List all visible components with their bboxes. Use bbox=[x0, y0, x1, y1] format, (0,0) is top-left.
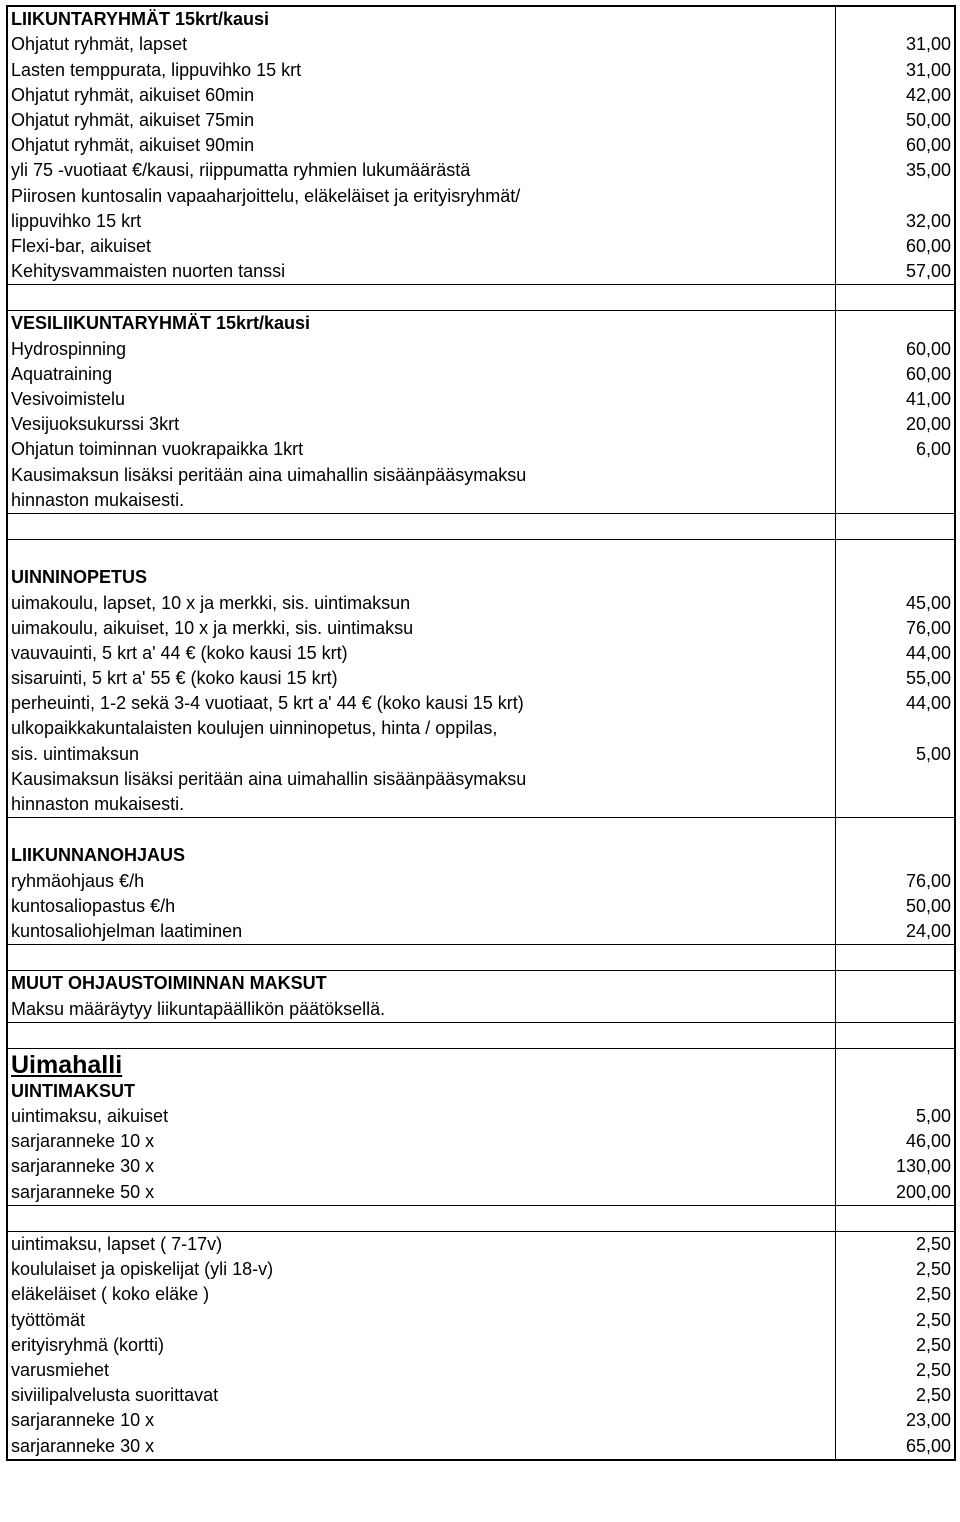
table-row bbox=[7, 83, 955, 108]
item-price bbox=[835, 944, 955, 970]
item-description: Vesivoimistelu bbox=[7, 387, 835, 412]
item-description: uintimaksu, lapset ( 7-17v) bbox=[7, 1231, 835, 1257]
item-description bbox=[7, 513, 835, 539]
item-price: 46,00 bbox=[905, 1131, 951, 1152]
section-heading: LIIKUNTARYHMÄT 15krt/kausi bbox=[7, 6, 835, 32]
table-row bbox=[7, 590, 955, 615]
item-description: kuntosaliopastus €/h bbox=[7, 894, 835, 919]
table-row bbox=[7, 539, 955, 565]
table-row bbox=[7, 1079, 955, 1104]
item-price bbox=[835, 285, 955, 311]
table-row bbox=[7, 716, 955, 741]
item-price bbox=[835, 843, 955, 868]
item-price: 65,00 bbox=[905, 1435, 951, 1456]
table-row bbox=[7, 894, 955, 919]
item-description: Piirosen kuntosalin vapaaharjoittelu, eläkeläiset ja erityisryhmät/ bbox=[7, 183, 835, 208]
item-description: Kausimaksun lisäksi peritään aina uimahallin sisäänpääsymaksu bbox=[7, 767, 835, 792]
table-row bbox=[7, 1307, 955, 1332]
table-row bbox=[7, 1433, 955, 1459]
item-price bbox=[835, 1079, 955, 1104]
item-price bbox=[835, 971, 955, 997]
price-table bbox=[6, 5, 956, 1461]
item-description: lippuvihko 15 krt bbox=[7, 209, 835, 234]
item-description: hinnaston mukaisesti. bbox=[7, 488, 835, 514]
item-description bbox=[7, 944, 835, 970]
item-price: 130,00 bbox=[895, 1156, 951, 1177]
item-description: kuntosaliohjelman laatiminen bbox=[7, 919, 835, 945]
table-row bbox=[7, 741, 955, 766]
table-row bbox=[7, 513, 955, 539]
item-price bbox=[835, 183, 955, 208]
section-heading: MUUT OHJAUSTOIMINNAN MAKSUT bbox=[7, 971, 835, 997]
item-description: yli 75 -vuotiaat €/kausi, riippumatta ryhmien lukumäärästä bbox=[7, 158, 835, 183]
table-row bbox=[7, 158, 955, 183]
item-price: 35,00 bbox=[905, 160, 951, 181]
item-price: 6,00 bbox=[915, 439, 951, 460]
item-price: 32,00 bbox=[905, 210, 951, 231]
table-row bbox=[7, 1129, 955, 1154]
table-row bbox=[7, 488, 955, 514]
table-row bbox=[7, 996, 955, 1022]
item-price: 44,00 bbox=[905, 693, 951, 714]
section-heading: UINTIMAKSUT bbox=[7, 1079, 835, 1104]
item-price: 41,00 bbox=[905, 389, 951, 409]
item-description: varusmiehet bbox=[7, 1358, 835, 1383]
item-price bbox=[835, 1022, 955, 1048]
section-heading: LIIKUNNANOHJAUS bbox=[7, 843, 835, 868]
table-row bbox=[7, 691, 955, 716]
item-description: uimakoulu, lapset, 10 x ja merkki, sis. uintimaksun bbox=[7, 590, 835, 615]
item-description: ulkopaikkakuntalaisten koulujen uinninopetus, hinta / oppilas, bbox=[7, 716, 835, 741]
table-row bbox=[7, 843, 955, 868]
table-row bbox=[7, 944, 955, 970]
item-price: 31,00 bbox=[905, 59, 951, 80]
table-row bbox=[7, 1231, 955, 1257]
table-row bbox=[7, 209, 955, 234]
price-table-body bbox=[7, 6, 955, 1460]
item-price: 5,00 bbox=[915, 743, 951, 764]
table-row bbox=[7, 285, 955, 311]
table-row bbox=[7, 1333, 955, 1358]
item-price bbox=[835, 716, 955, 741]
item-price bbox=[835, 6, 955, 32]
table-row bbox=[7, 919, 955, 945]
item-price: 50,00 bbox=[905, 895, 951, 916]
item-description: sarjaranneke 30 x bbox=[7, 1433, 835, 1459]
item-price bbox=[835, 792, 955, 818]
item-price bbox=[835, 1205, 955, 1231]
item-price: 60,00 bbox=[905, 363, 951, 384]
item-description bbox=[7, 1022, 835, 1048]
item-price bbox=[835, 818, 955, 844]
item-description: sarjaranneke 10 x bbox=[7, 1408, 835, 1433]
item-price bbox=[835, 513, 955, 539]
section-heading: VESILIIKUNTARYHMÄT 15krt/kausi bbox=[7, 311, 835, 337]
item-description: Ohjatut ryhmät, aikuiset 60min bbox=[7, 83, 835, 108]
item-description: Hydrospinning bbox=[7, 336, 835, 361]
item-price: 200,00 bbox=[895, 1181, 951, 1202]
item-description: Kausimaksun lisäksi peritään aina uimahallin sisäänpääsymaksu bbox=[7, 462, 835, 487]
item-price: 2,50 bbox=[915, 1259, 951, 1280]
item-price: 44,00 bbox=[905, 642, 951, 663]
item-price bbox=[835, 996, 955, 1022]
item-description: Ohjatut ryhmät, aikuiset 90min bbox=[7, 133, 835, 158]
table-row bbox=[7, 1383, 955, 1408]
item-description bbox=[7, 285, 835, 311]
item-description bbox=[7, 818, 835, 844]
table-row bbox=[7, 133, 955, 158]
table-row bbox=[7, 792, 955, 818]
item-price bbox=[835, 539, 955, 565]
item-price: 60,00 bbox=[905, 135, 951, 156]
table-row bbox=[7, 259, 955, 285]
item-description: hinnaston mukaisesti. bbox=[7, 792, 835, 818]
item-description: sarjaranneke 10 x bbox=[7, 1129, 835, 1154]
item-description: sarjaranneke 50 x bbox=[7, 1179, 835, 1205]
item-price: 2,50 bbox=[915, 1385, 951, 1406]
item-description: uimakoulu, aikuiset, 10 x ja merkki, sis. uintimaksu bbox=[7, 616, 835, 641]
item-price bbox=[835, 767, 955, 792]
table-row bbox=[7, 437, 955, 462]
item-price: 31,00 bbox=[905, 34, 951, 55]
table-row bbox=[7, 311, 955, 337]
item-description: sis. uintimaksun bbox=[7, 741, 835, 766]
item-description: ryhmäohjaus €/h bbox=[7, 868, 835, 893]
item-price: 24,00 bbox=[905, 920, 951, 941]
item-price: 23,00 bbox=[905, 1410, 951, 1431]
table-row bbox=[7, 971, 955, 997]
item-price: 5,00 bbox=[915, 1106, 951, 1127]
table-row bbox=[7, 387, 955, 412]
item-description: Aquatraining bbox=[7, 362, 835, 387]
item-price bbox=[835, 1048, 955, 1079]
table-row bbox=[7, 868, 955, 893]
item-price bbox=[835, 311, 955, 337]
table-row bbox=[7, 234, 955, 259]
table-row bbox=[7, 6, 955, 32]
item-description bbox=[7, 1205, 835, 1231]
section-heading: UINNINOPETUS bbox=[7, 565, 835, 590]
item-price: 60,00 bbox=[905, 338, 951, 359]
item-price: 20,00 bbox=[905, 414, 951, 435]
item-description: perheuinti, 1-2 sekä 3-4 vuotiaat, 5 krt a' 44 € (koko kausi 15 krt) bbox=[7, 691, 835, 716]
table-row bbox=[7, 1179, 955, 1205]
table-row bbox=[7, 641, 955, 666]
item-description: Kehitysvammaisten nuorten tanssi bbox=[7, 259, 835, 285]
item-price: 2,50 bbox=[915, 1334, 951, 1355]
table-row bbox=[7, 108, 955, 133]
item-description: Ohjatut ryhmät, lapset bbox=[7, 32, 835, 57]
table-row bbox=[7, 1154, 955, 1179]
item-description: Flexi-bar, aikuiset bbox=[7, 234, 835, 259]
table-row bbox=[7, 818, 955, 844]
item-price bbox=[835, 565, 955, 590]
item-description: sarjaranneke 30 x bbox=[7, 1154, 835, 1179]
table-row bbox=[7, 767, 955, 792]
table-row bbox=[7, 1282, 955, 1307]
table-row bbox=[7, 1257, 955, 1282]
item-price bbox=[835, 488, 955, 514]
item-description: uintimaksu, aikuiset bbox=[7, 1104, 835, 1129]
table-row bbox=[7, 412, 955, 437]
item-price: 2,50 bbox=[915, 1309, 951, 1330]
item-price: 76,00 bbox=[905, 870, 951, 891]
item-description: Vesijuoksukurssi 3krt bbox=[7, 412, 835, 437]
table-row bbox=[7, 1205, 955, 1231]
table-row bbox=[7, 565, 955, 590]
item-description: Ohjatut ryhmät, aikuiset 75min bbox=[7, 108, 835, 133]
item-price: 45,00 bbox=[905, 592, 951, 613]
item-description: sisaruinti, 5 krt a' 55 € (koko kausi 15 krt) bbox=[7, 666, 835, 691]
table-row bbox=[7, 1358, 955, 1383]
item-price: 2,50 bbox=[915, 1284, 951, 1305]
section-heading: Uimahalli bbox=[7, 1048, 835, 1079]
table-row bbox=[7, 1408, 955, 1433]
item-description: vauvauinti, 5 krt a' 44 € (koko kausi 15 krt) bbox=[7, 641, 835, 666]
table-row bbox=[7, 336, 955, 361]
table-row bbox=[7, 57, 955, 82]
table-row bbox=[7, 666, 955, 691]
item-description: erityisryhmä (kortti) bbox=[7, 1333, 835, 1358]
item-description: Lasten temppurata, lippuvihko 15 krt bbox=[7, 57, 835, 82]
table-row bbox=[7, 462, 955, 487]
table-row bbox=[7, 183, 955, 208]
table-row bbox=[7, 1048, 955, 1079]
item-price: 57,00 bbox=[905, 261, 951, 282]
item-price: 2,50 bbox=[835, 1231, 955, 1257]
item-price: 60,00 bbox=[905, 235, 951, 256]
table-row bbox=[7, 362, 955, 387]
item-price: 42,00 bbox=[905, 84, 951, 105]
item-price bbox=[835, 462, 955, 487]
item-price: 76,00 bbox=[905, 617, 951, 638]
item-description: koululaiset ja opiskelijat (yli 18-v) bbox=[7, 1257, 835, 1282]
item-description: Maksu määräytyy liikuntapäällikön päätöksellä. bbox=[7, 996, 835, 1022]
item-description bbox=[7, 539, 835, 565]
item-price: 50,00 bbox=[905, 109, 951, 130]
table-row bbox=[7, 32, 955, 57]
item-description: eläkeläiset ( koko eläke ) bbox=[7, 1282, 835, 1307]
item-price: 2,50 bbox=[915, 1359, 951, 1380]
table-row bbox=[7, 1022, 955, 1048]
item-description: työttömät bbox=[7, 1307, 835, 1332]
item-price: 55,00 bbox=[905, 668, 951, 689]
item-description: siviilipalvelusta suorittavat bbox=[7, 1383, 835, 1408]
item-description: Ohjatun toiminnan vuokrapaikka 1krt bbox=[7, 437, 835, 462]
table-row bbox=[7, 1104, 955, 1129]
table-row bbox=[7, 616, 955, 641]
